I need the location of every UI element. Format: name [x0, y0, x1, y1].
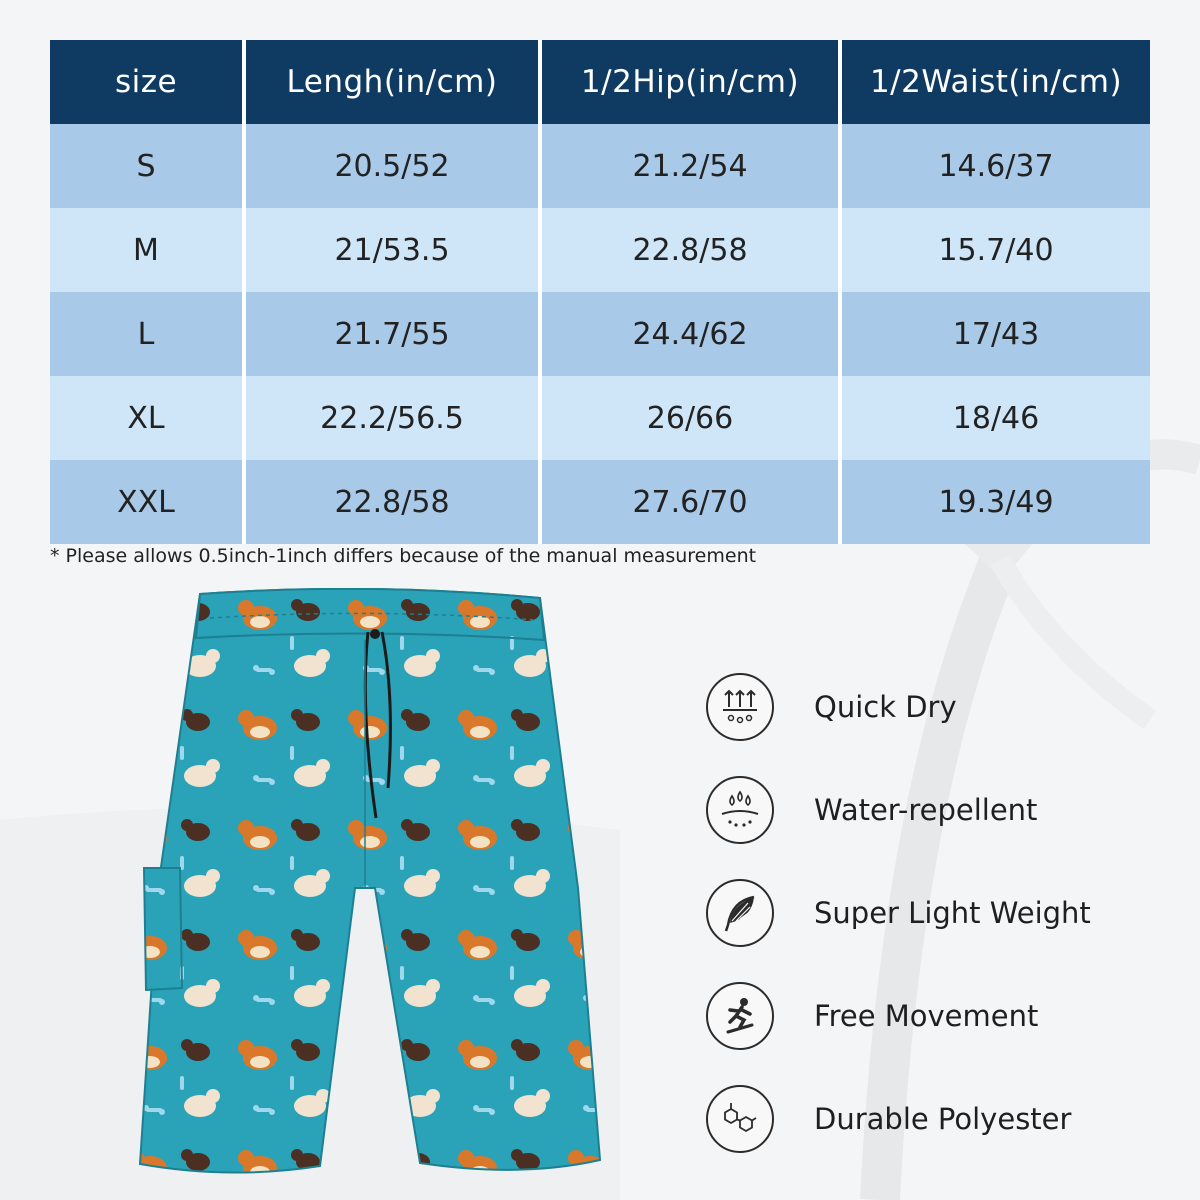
cell-length: 20.5/52	[246, 124, 542, 208]
cell-length: 22.8/58	[246, 460, 542, 544]
cell-size: L	[50, 292, 246, 376]
cell-size: XXL	[50, 460, 246, 544]
measurement-note: * Please allows 0.5inch-1inch differs because of the manual measurement	[50, 545, 757, 567]
header-size: size	[50, 40, 246, 124]
cell-length: 22.2/56.5	[246, 376, 542, 460]
cell-length: 21/53.5	[246, 208, 542, 292]
cell-length: 21.7/55	[246, 292, 542, 376]
feature-label: Quick Dry	[814, 689, 957, 724]
feature-list	[706, 655, 1166, 1170]
size-chart-table	[50, 40, 1150, 544]
cell-size: M	[50, 208, 246, 292]
cell-waist: 14.6/37	[842, 124, 1150, 208]
water-drops-icon	[706, 776, 774, 844]
cell-size: S	[50, 124, 246, 208]
cell-hip: 22.8/58	[542, 208, 842, 292]
feature-label: Water-repellent	[814, 792, 1038, 827]
feather-icon	[706, 879, 774, 947]
feature-item	[706, 758, 1166, 861]
feature-item	[706, 964, 1166, 1067]
cell-hip: 24.4/62	[542, 292, 842, 376]
header-length: Lengh(in/cm)	[246, 40, 542, 124]
header-hip: 1/2Hip(in/cm)	[542, 40, 842, 124]
cell-waist: 18/46	[842, 376, 1150, 460]
feature-item	[706, 1067, 1166, 1170]
quick-dry-icon	[706, 673, 774, 741]
table-row	[50, 124, 1150, 208]
cell-waist: 19.3/49	[842, 460, 1150, 544]
table-row	[50, 376, 1150, 460]
feature-label: Super Light Weight	[814, 895, 1091, 930]
cell-hip: 26/66	[542, 376, 842, 460]
skater-icon	[706, 982, 774, 1050]
board-shorts-image	[120, 588, 620, 1184]
table-row	[50, 292, 1150, 376]
cell-hip: 27.6/70	[542, 460, 842, 544]
feature-label: Durable Polyester	[814, 1101, 1072, 1136]
cell-waist: 15.7/40	[842, 208, 1150, 292]
feature-item	[706, 655, 1166, 758]
cell-waist: 17/43	[842, 292, 1150, 376]
table-row	[50, 460, 1150, 544]
cell-size: XL	[50, 376, 246, 460]
table-header-row	[50, 40, 1150, 124]
feature-label: Free Movement	[814, 998, 1039, 1033]
cell-hip: 21.2/54	[542, 124, 842, 208]
molecule-icon	[706, 1085, 774, 1153]
feature-item	[706, 861, 1166, 964]
table-row	[50, 208, 1150, 292]
header-waist: 1/2Waist(in/cm)	[842, 40, 1150, 124]
